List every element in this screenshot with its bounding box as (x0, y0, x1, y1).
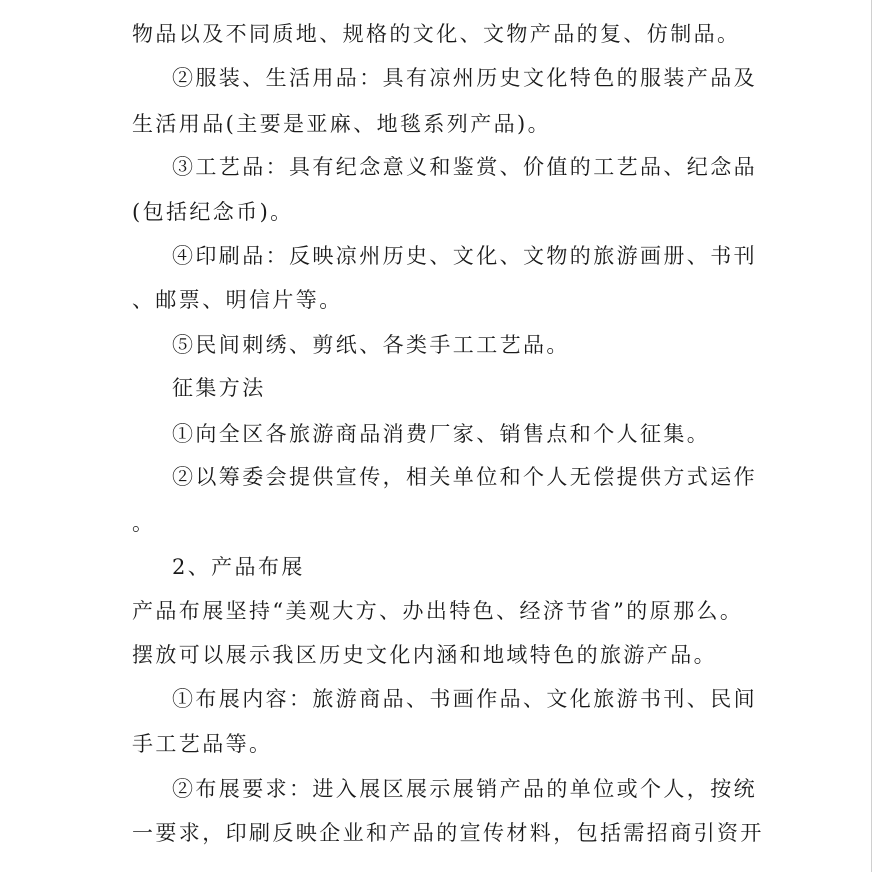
text-line: ③工艺品：具有纪念意义和鉴赏、价值的工艺品、纪念品 (172, 155, 757, 179)
text-line: 、邮票、明信片等。 (132, 288, 343, 312)
text-line: ②布展要求：进入展区展示展销产品的单位或个人，按统 (172, 777, 757, 801)
text-line: 物品以及不同质地、规格的文化、文物产品的复、仿制品。 (132, 22, 741, 46)
text-line: ④印刷品：反映凉州历史、文化、文物的旅游画册、书刊 (172, 244, 757, 268)
text-line: ②服装、生活用品：具有凉州历史文化特色的服装产品及 (172, 66, 757, 90)
text-line: 摆放可以展示我区历史文化内涵和地域特色的旅游产品。 (132, 643, 717, 667)
text-line: ①布展内容：旅游商品、书画作品、文化旅游书刊、民间 (172, 687, 757, 711)
text-line: (包括纪念币)。 (132, 200, 294, 224)
text-line: 产品布展坚持“美观大方、办出特色、经济节省”的原那么。 (132, 599, 744, 623)
text-line: 生活用品(主要是亚麻、地毯系列产品)。 (132, 112, 551, 136)
section-heading: 2、产品布展 (172, 555, 305, 579)
text-line: ②以筹委会提供宣传，相关单位和个人无偿提供方式运作 (172, 465, 757, 489)
section-heading: 征集方法 (172, 376, 266, 400)
text-line: 一要求，印刷反映企业和产品的宣传材料，包括需招商引资开 (132, 821, 764, 845)
text-line: ①向全区各旅游商品消费厂家、销售点和个人征集。 (172, 422, 711, 446)
text-line: 手工艺品等。 (132, 732, 273, 756)
text-line: ⑤民间刺绣、剪纸、各类手工工艺品。 (172, 333, 570, 357)
text-line: 。 (132, 511, 156, 535)
